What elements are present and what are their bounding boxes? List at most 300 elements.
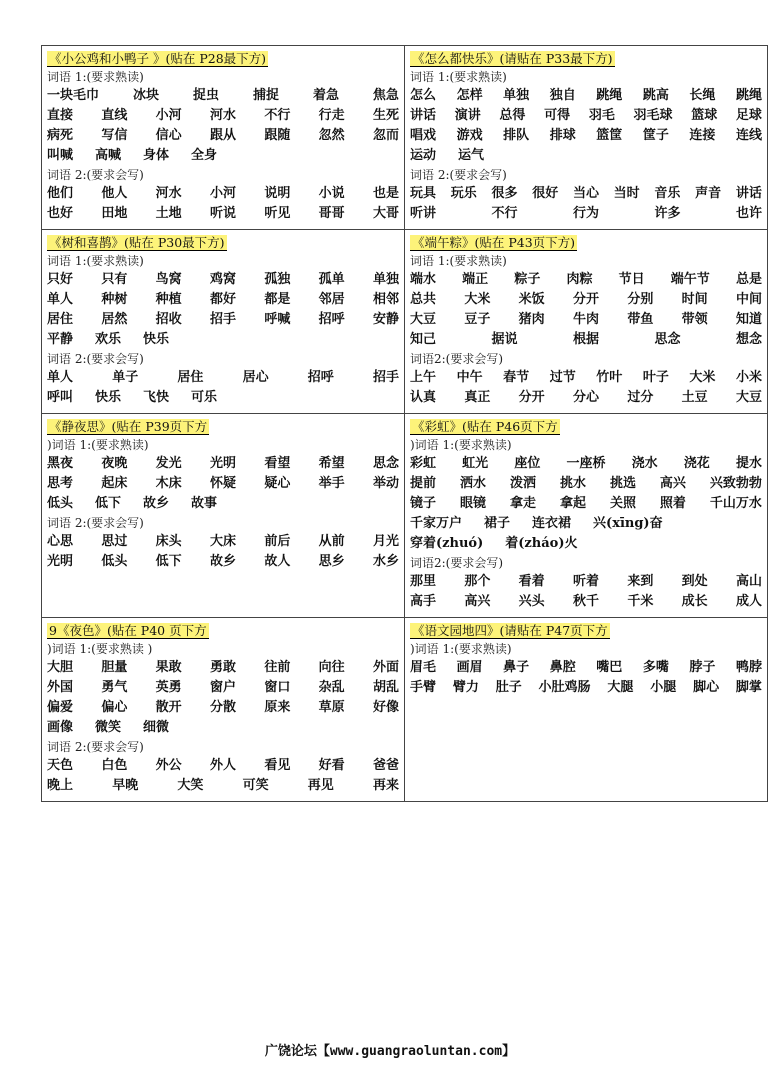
section-label: 词语 1:(要求熟读) xyxy=(47,70,144,84)
vocab-word: 过分 xyxy=(627,390,654,405)
vocab-word: 讲话 xyxy=(735,186,762,201)
word-row xyxy=(410,184,762,204)
vocab-word: 提水 xyxy=(735,456,762,471)
vocab-word: 月光 xyxy=(372,534,399,549)
word-row xyxy=(47,552,399,572)
vocab-word: 高兴 xyxy=(464,594,491,609)
word-row xyxy=(47,494,399,514)
vocab-word: 忽而 xyxy=(372,128,399,143)
vocab-word: 知己 xyxy=(410,332,437,347)
section-label: 词语 1:(要求熟读) xyxy=(410,70,507,84)
vocab-word: 故乡 xyxy=(209,554,236,569)
vocab-word: 大床 xyxy=(209,534,236,549)
word-row xyxy=(410,474,762,494)
vocab-word: 关照 xyxy=(609,496,636,511)
vocab-word: 小河 xyxy=(155,108,182,123)
vocab-word: 思念 xyxy=(654,332,681,347)
vocab-word: 来到 xyxy=(627,574,654,589)
vocab-word: 心思 xyxy=(47,534,74,549)
word-row xyxy=(47,388,399,408)
vocab-word: 杂乱 xyxy=(318,680,345,695)
vocab-word: 大腿 xyxy=(607,680,634,695)
vocab-word: 千山万水 xyxy=(709,496,762,511)
vocab-word: 单独 xyxy=(372,272,399,287)
vocab-word: 肚子 xyxy=(495,680,522,695)
vocab-word: 河水 xyxy=(209,108,236,123)
section-label: )词语 1:(要求熟读) xyxy=(410,642,512,656)
vocab-word: 细微 xyxy=(143,720,170,735)
vocab-word: 想念 xyxy=(735,332,762,347)
vocab-word: 跟随 xyxy=(264,128,291,143)
vocab-word: 提前 xyxy=(410,476,437,491)
vocab-word: 端正 xyxy=(462,272,489,287)
vocab-word: 千家万户 xyxy=(410,516,463,531)
vocab-word: 夜晚 xyxy=(101,456,128,471)
vocab-word: 过节 xyxy=(549,370,576,385)
vocab-word: 镜子 xyxy=(410,496,437,511)
vocab-word: 肉粽 xyxy=(566,272,593,287)
vocab-word: 上午 xyxy=(410,370,437,385)
vocab-word: 春节 xyxy=(503,370,530,385)
vocab-word: 直接 xyxy=(47,108,74,123)
vocab-word: 节日 xyxy=(618,272,645,287)
vocab-word: 飞快 xyxy=(143,390,170,405)
word-row xyxy=(410,368,762,388)
word-row xyxy=(410,534,762,554)
vocab-word: 排球 xyxy=(549,128,576,143)
vocab-word: 大笑 xyxy=(177,778,204,793)
section-label: 词语 2:(要求会写) xyxy=(410,168,507,182)
vocab-word: 怎么 xyxy=(410,88,437,103)
vocab-word: 那里 xyxy=(410,574,437,589)
word-row xyxy=(410,514,762,534)
vocab-word: 浇花 xyxy=(683,456,710,471)
vocab-word: 带鱼 xyxy=(627,312,654,327)
vocab-word: 多嘴 xyxy=(642,660,669,675)
vocab-word: 单子 xyxy=(112,370,139,385)
lesson-title-text: 《语文园地四》(请贴在 P47页下方 xyxy=(412,623,608,638)
word-row xyxy=(47,454,399,474)
vocab-word: 叫喊 xyxy=(47,148,74,163)
vocab-word: 也是 xyxy=(372,186,399,201)
vocab-word: 真正 xyxy=(464,390,491,405)
vocab-word: 低头 xyxy=(101,554,128,569)
word-list xyxy=(410,658,762,698)
vocab-word: 窗口 xyxy=(264,680,291,695)
vocab-word: 土豆 xyxy=(681,390,708,405)
word-row xyxy=(410,592,762,612)
vocab-word: 病死 xyxy=(47,128,74,143)
vocab-word: 外人 xyxy=(209,758,236,773)
lesson-title xyxy=(47,418,399,435)
vocab-word: 平静 xyxy=(47,332,74,347)
vocab-word: 运动 xyxy=(410,148,437,163)
vocab-word: 成长 xyxy=(681,594,708,609)
vocab-word: 长绳 xyxy=(689,88,716,103)
footer-suffix: 】 xyxy=(502,1044,516,1059)
vocab-word: 看着 xyxy=(518,574,545,589)
vocab-word: 着急 xyxy=(312,88,339,103)
vocab-word: 窗户 xyxy=(209,680,236,695)
word-list xyxy=(410,572,762,612)
word-row xyxy=(47,718,399,738)
vocab-word: 认真 xyxy=(410,390,437,405)
vocab-word: 也许 xyxy=(735,206,762,221)
vocab-word: 捕捉 xyxy=(252,88,279,103)
lesson-title xyxy=(47,622,399,639)
vocab-word: 眼镜 xyxy=(459,496,486,511)
vocab-word: 单人 xyxy=(47,370,74,385)
vocab-word: 竹叶 xyxy=(596,370,623,385)
vocab-word: 发光 xyxy=(155,456,182,471)
vocab-word: 嘴巴 xyxy=(596,660,623,675)
vocab-word: 米饭 xyxy=(518,292,545,307)
vocab-word: 成人 xyxy=(735,594,762,609)
footer-url[interactable]: www.guangraoluntan.com xyxy=(329,1044,503,1059)
word-row xyxy=(410,494,762,514)
vocab-word: 他人 xyxy=(101,186,128,201)
vocab-word: 讲话 xyxy=(410,108,437,123)
vocab-word: 故人 xyxy=(264,554,291,569)
vocab-word: 安静 xyxy=(372,312,399,327)
lesson-title xyxy=(47,234,399,251)
vocab-word: 外公 xyxy=(155,758,182,773)
vocab-word: 足球 xyxy=(735,108,762,123)
word-row xyxy=(410,388,762,408)
vocab-word: 果敢 xyxy=(155,660,182,675)
lesson-title-text: 《静夜思》(贴在 P39页下方 xyxy=(49,419,208,434)
vocab-word: 演讲 xyxy=(454,108,481,123)
vocab-word: 种植 xyxy=(155,292,182,307)
vocab-word: 河水 xyxy=(155,186,182,201)
vocab-word: 分开 xyxy=(518,390,545,405)
vocab-word: 思过 xyxy=(101,534,128,549)
sheet-row xyxy=(42,46,768,230)
vocab-word: 也好 xyxy=(47,206,74,221)
vocab-word: 小肚鸡肠 xyxy=(538,680,591,695)
vocab-word: 可得 xyxy=(544,108,571,123)
lesson-cell xyxy=(405,230,768,414)
vocab-word: 画像 xyxy=(47,720,74,735)
vocab-word: 当时 xyxy=(613,186,640,201)
vocab-word: 臂力 xyxy=(452,680,479,695)
vocab-word: 勇敢 xyxy=(209,660,236,675)
vocab-word: 怀疑 xyxy=(209,476,236,491)
word-row xyxy=(47,146,399,166)
lesson-cell xyxy=(405,618,768,802)
vocab-word: 孤单 xyxy=(318,272,345,287)
vocab-word: 招手 xyxy=(372,370,399,385)
vocab-word: 哥哥 xyxy=(318,206,345,221)
vocab-word: 信心 xyxy=(155,128,182,143)
vocab-word: 兴致勃勃 xyxy=(709,476,762,491)
vocab-word: 中午 xyxy=(456,370,483,385)
vocab-word: 写信 xyxy=(101,128,128,143)
vocab-word: 外国 xyxy=(47,680,74,695)
vocab-word: 端午节 xyxy=(670,272,710,287)
vocab-word: 不行 xyxy=(264,108,291,123)
vocab-word: 时间 xyxy=(681,292,708,307)
section-label: 词语2:(要求会写) xyxy=(410,352,504,366)
vocab-word: 外面 xyxy=(372,660,399,675)
vocab-word: 思乡 xyxy=(318,554,345,569)
word-list xyxy=(410,270,762,350)
vocab-word: 呼喊 xyxy=(264,312,291,327)
vocab-word: 快乐 xyxy=(143,332,170,347)
vocab-word: 前后 xyxy=(264,534,291,549)
vocab-word: 微笑 xyxy=(95,720,122,735)
section-label: 词语2:(要求会写) xyxy=(410,556,504,570)
word-row xyxy=(410,290,762,310)
word-row xyxy=(410,106,762,126)
vocab-word: 他们 xyxy=(47,186,74,201)
word-row xyxy=(47,658,399,678)
vocab-word: 单人 xyxy=(47,292,74,307)
vocab-word: 原来 xyxy=(264,700,291,715)
vocab-word: 跟从 xyxy=(209,128,236,143)
vocab-word: 单独 xyxy=(503,88,530,103)
vocab-word: 泼洒 xyxy=(509,476,536,491)
lesson-title xyxy=(410,50,762,67)
vocab-word: 虹光 xyxy=(462,456,489,471)
vocab-word: 英勇 xyxy=(155,680,182,695)
vocab-word: 直线 xyxy=(101,108,128,123)
vocab-word: 水乡 xyxy=(372,554,399,569)
vocab-word: 床头 xyxy=(155,534,182,549)
word-row xyxy=(410,454,762,474)
vocab-word: 听着 xyxy=(572,574,599,589)
vocab-word: 唱戏 xyxy=(410,128,437,143)
vocab-word: 独自 xyxy=(549,88,576,103)
vocab-word: 呼叫 xyxy=(47,390,74,405)
vocab-word: 举手 xyxy=(318,476,345,491)
vocab-word: 听说 xyxy=(209,206,236,221)
vocab-word: 大米 xyxy=(464,292,491,307)
lesson-title xyxy=(47,50,399,67)
lesson-cell xyxy=(42,414,405,618)
vocab-word: 座位 xyxy=(514,456,541,471)
vocab-word: 田地 xyxy=(101,206,128,221)
word-list xyxy=(47,270,399,350)
word-row xyxy=(47,184,399,204)
vocab-word: 捉虫 xyxy=(192,88,219,103)
vocab-word: 声音 xyxy=(695,186,722,201)
vocab-word: 鸟窝 xyxy=(155,272,182,287)
vocab-word: 鼻子 xyxy=(503,660,530,675)
vocab-word: 散开 xyxy=(155,700,182,715)
lesson-cell xyxy=(42,230,405,414)
vocab-word: 孤独 xyxy=(264,272,291,287)
vocab-word: 许多 xyxy=(654,206,681,221)
vocab-word: 豆子 xyxy=(464,312,491,327)
vocab-word: 勇气 xyxy=(101,680,128,695)
vocab-word: 居住 xyxy=(47,312,74,327)
lesson-title-text: 《彩虹》(贴在 P46页下方 xyxy=(412,419,558,434)
word-row xyxy=(410,330,762,350)
word-row xyxy=(410,572,762,592)
vocab-word: 画眉 xyxy=(456,660,483,675)
vocab-word: 思念 xyxy=(372,456,399,471)
vocab-word: 根据 xyxy=(572,332,599,347)
vocab-word: 小说 xyxy=(318,186,345,201)
vocab-word: 草原 xyxy=(318,700,345,715)
vocab-word: 当心 xyxy=(572,186,599,201)
vocab-word: 小河 xyxy=(209,186,236,201)
vocab-word: 只有 xyxy=(101,272,128,287)
word-row xyxy=(47,270,399,290)
word-row xyxy=(410,270,762,290)
vocab-word: 很好 xyxy=(532,186,559,201)
word-list xyxy=(47,658,399,738)
vocab-word: 高手 xyxy=(410,594,437,609)
vocab-word: 爸爸 xyxy=(372,758,399,773)
vocab-word: 大胆 xyxy=(47,660,74,675)
vocab-word: 裙子 xyxy=(484,516,511,531)
word-row xyxy=(410,126,762,146)
lesson-title-text: 《小公鸡和小鸭子 》(贴在 P28最下方) xyxy=(49,51,267,66)
vocab-word: 跳绳 xyxy=(596,88,623,103)
vocab-word: 很多 xyxy=(491,186,518,201)
vocab-word: 好看 xyxy=(318,758,345,773)
lesson-cell xyxy=(42,46,405,230)
vocab-word: 粽子 xyxy=(514,272,541,287)
vocab-word: 游戏 xyxy=(456,128,483,143)
vocab-word: 不行 xyxy=(491,206,518,221)
word-row xyxy=(410,204,762,224)
word-row xyxy=(47,698,399,718)
vocab-word: 彩虹 xyxy=(410,456,437,471)
vocab-word: 起床 xyxy=(101,476,128,491)
section-label: 词语 1:(要求熟读) xyxy=(47,254,144,268)
lesson-title-text: 《树和喜鹊》(贴在 P30最下方) xyxy=(49,235,225,250)
word-list xyxy=(410,454,762,554)
vocab-word: 叶子 xyxy=(642,370,669,385)
word-row xyxy=(47,532,399,552)
vocab-word: 怎样 xyxy=(456,88,483,103)
vocab-word: 听见 xyxy=(264,206,291,221)
vocab-word: 看见 xyxy=(264,758,291,773)
lesson-title xyxy=(410,622,762,639)
vocab-word: 眉毛 xyxy=(410,660,437,675)
vocab-word: 据说 xyxy=(491,332,518,347)
word-row xyxy=(410,146,762,166)
vocab-word: 照着 xyxy=(659,496,686,511)
vocab-word: 欢乐 xyxy=(95,332,122,347)
section-label: 词语 2:(要求会写) xyxy=(47,516,144,530)
vocab-word: 往前 xyxy=(264,660,291,675)
sheet-row xyxy=(42,618,768,802)
vocab-word: 居然 xyxy=(101,312,128,327)
vocab-word: 挑选 xyxy=(609,476,636,491)
vocab-word: 手臂 xyxy=(410,680,437,695)
vocab-word: 千米 xyxy=(627,594,654,609)
vocab-word: 偏爱 xyxy=(47,700,74,715)
vocab-word: 身体 xyxy=(143,148,170,163)
vocab-word: 那个 xyxy=(464,574,491,589)
vocab-word: 大哥 xyxy=(372,206,399,221)
vocab-word: 低头 xyxy=(47,496,74,511)
vocab-word: 知道 xyxy=(735,312,762,327)
vocab-word: 向往 xyxy=(318,660,345,675)
word-list xyxy=(47,86,399,166)
word-list xyxy=(47,532,399,572)
word-row xyxy=(47,290,399,310)
lesson-cell xyxy=(405,414,768,618)
vocab-word: 穿着(zhuó) xyxy=(410,536,484,551)
vocab-word: 到处 xyxy=(681,574,708,589)
page-footer xyxy=(0,1040,780,1059)
word-row xyxy=(47,776,399,796)
vocab-word: 羽毛球 xyxy=(633,108,673,123)
vocab-word: 低下 xyxy=(155,554,182,569)
vocab-word: 拿起 xyxy=(559,496,586,511)
vocab-word: 种树 xyxy=(101,292,128,307)
word-list xyxy=(47,756,399,796)
vocab-word: 招呼 xyxy=(318,312,345,327)
vocab-word: 鸡窝 xyxy=(209,272,236,287)
vocab-word: 好像 xyxy=(372,700,399,715)
sheet-row xyxy=(42,414,768,618)
word-list xyxy=(410,368,762,408)
vocab-word: 高山 xyxy=(735,574,762,589)
word-row xyxy=(47,310,399,330)
vocabulary-sheet xyxy=(41,45,768,802)
vocab-word: 居住 xyxy=(177,370,204,385)
lesson-title-text: 《怎么都快乐》(请贴在 P33最下方) xyxy=(412,51,613,66)
vocab-word: 分心 xyxy=(572,390,599,405)
vocab-word: 故事 xyxy=(191,496,218,511)
vocab-word: 牛肉 xyxy=(572,312,599,327)
vocab-word: 排队 xyxy=(503,128,530,143)
word-list xyxy=(47,454,399,514)
vocab-word: 招手 xyxy=(209,312,236,327)
vocab-word: 木床 xyxy=(155,476,182,491)
word-row xyxy=(47,126,399,146)
word-row xyxy=(410,678,762,698)
word-list xyxy=(410,86,762,166)
section-label: )词语 1:(要求熟读) xyxy=(47,438,149,452)
footer-prefix: 广饶论坛【 xyxy=(264,1044,330,1059)
word-list xyxy=(47,184,399,224)
vocab-word: 天色 xyxy=(47,758,74,773)
vocab-word: 光明 xyxy=(47,554,74,569)
vocab-word: 运气 xyxy=(458,148,485,163)
vocab-word: 羽毛 xyxy=(588,108,615,123)
vocab-word: 跳高 xyxy=(642,88,669,103)
vocab-word: 大豆 xyxy=(735,390,762,405)
vocab-word: 小米 xyxy=(735,370,762,385)
lesson-title-text: 《端午粽》(贴在 P43页下方) xyxy=(412,235,576,250)
vocab-word: 晚上 xyxy=(47,778,74,793)
vocab-word: 鼻腔 xyxy=(549,660,576,675)
vocab-word: 浇水 xyxy=(631,456,658,471)
vocab-word: 音乐 xyxy=(654,186,681,201)
vocab-word: 可乐 xyxy=(191,390,218,405)
vocab-word: 生死 xyxy=(372,108,399,123)
vocab-word: 再见 xyxy=(307,778,334,793)
vocab-word: 全身 xyxy=(191,148,218,163)
vocab-word: 低下 xyxy=(95,496,122,511)
vocab-word: 都好 xyxy=(209,292,236,307)
word-row xyxy=(410,658,762,678)
section-label: )词语 1:(要求熟读 ) xyxy=(47,642,153,656)
section-label: )词语 1:(要求熟读) xyxy=(410,438,512,452)
word-row xyxy=(47,368,399,388)
vocab-word: 白色 xyxy=(101,758,128,773)
vocab-word: 光明 xyxy=(209,456,236,471)
vocab-word: 高喊 xyxy=(95,148,122,163)
vocab-word: 希望 xyxy=(318,456,345,471)
